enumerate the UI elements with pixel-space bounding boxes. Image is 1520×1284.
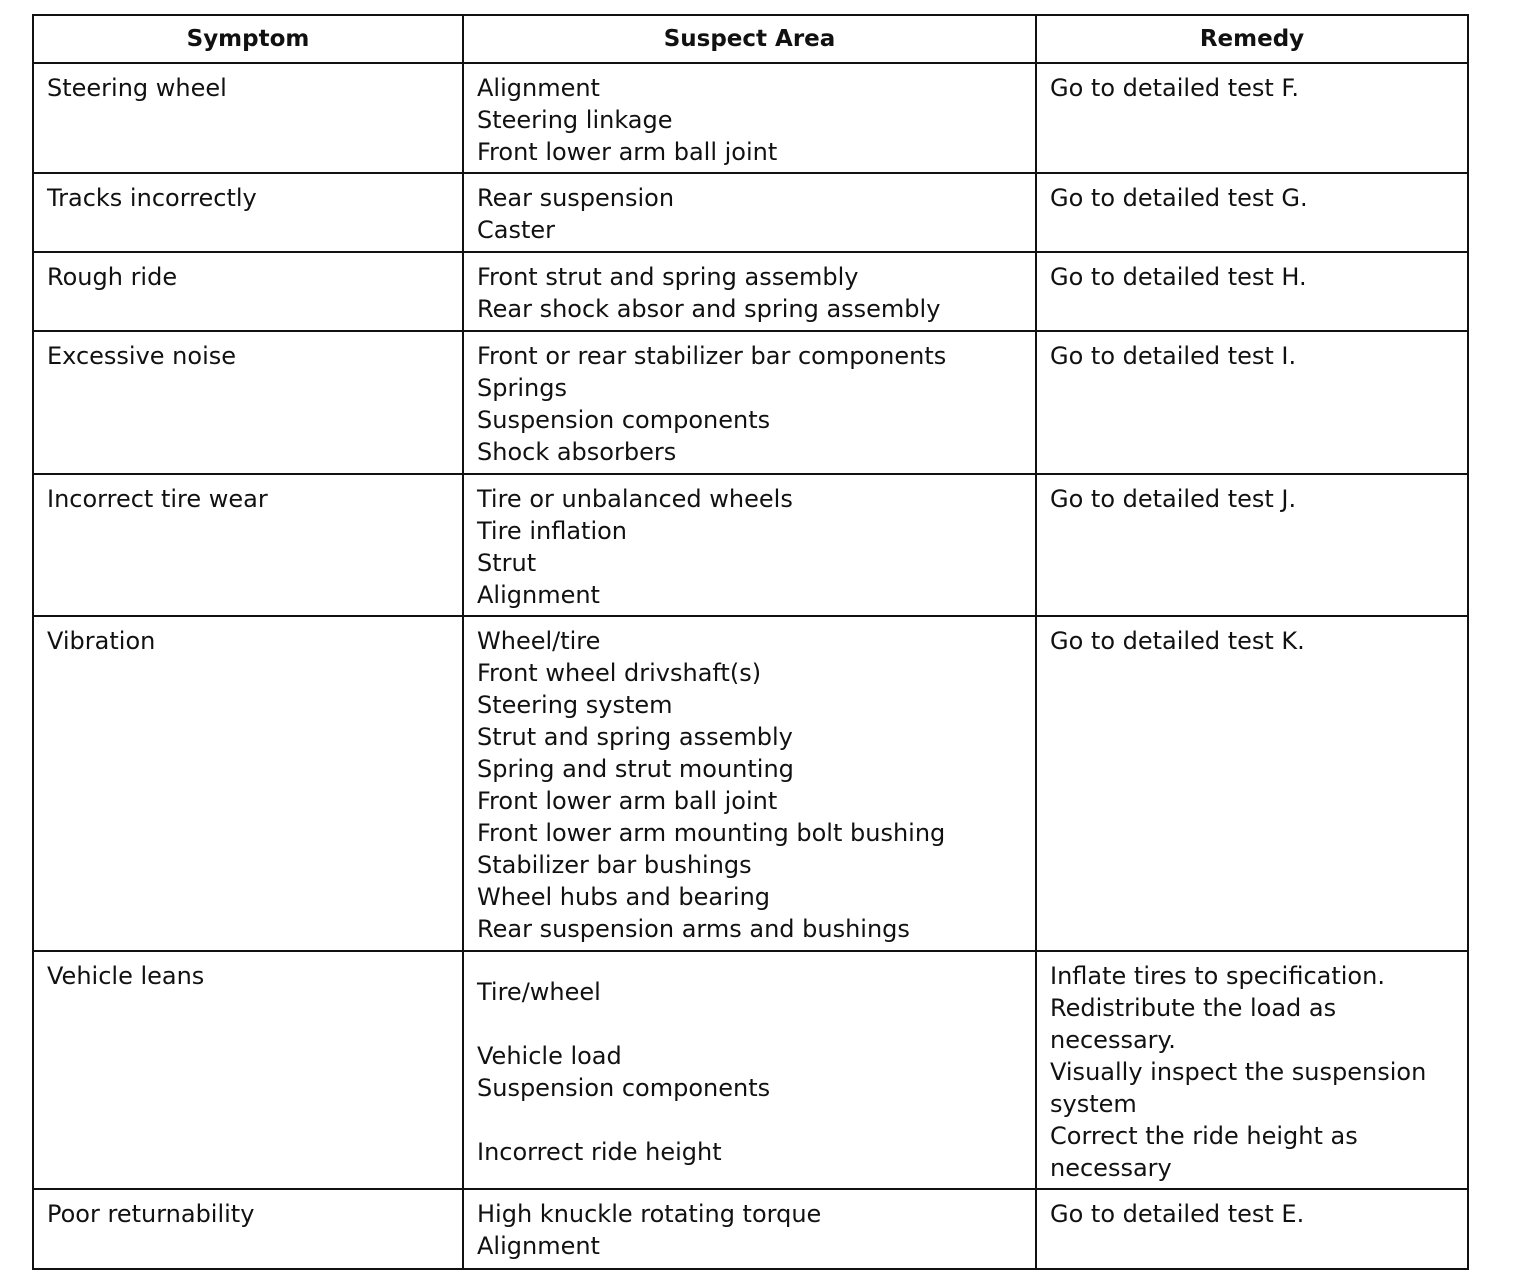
remedy-cell <box>1036 63 1468 173</box>
suspect-area-item: High knuckle rotating torque <box>477 1200 822 1228</box>
remedy-text: Go to detailed test J. <box>1050 485 1297 513</box>
suspect-area-item: Strut and spring assembly <box>477 723 793 751</box>
suspect-area-cell <box>463 331 1036 474</box>
suspect-area-cell <box>463 63 1036 173</box>
remedy-text: Go to detailed test I. <box>1050 342 1297 370</box>
suspect-area-item: Front strut and spring assembly <box>477 263 859 291</box>
remedy-text: necessary. <box>1050 1026 1176 1054</box>
remedy-cell <box>1036 1189 1468 1269</box>
suspect-area-cell <box>463 474 1036 616</box>
suspect-area-item: Steering linkage <box>477 106 673 134</box>
remedy-text: Go to detailed test E. <box>1050 1200 1305 1228</box>
symptom-text: Tracks incorrectly <box>47 184 257 212</box>
symptom-text: Vehicle leans <box>47 962 205 990</box>
header-suspect-area: Suspect Area <box>463 15 1036 63</box>
remedy-text: Go to detailed test H. <box>1050 263 1307 291</box>
table-row <box>33 331 1468 474</box>
header-symptom: Symptom <box>33 15 463 63</box>
symptom-text: Poor returnability <box>47 1200 255 1228</box>
suspect-area-item: Suspension components <box>477 1074 771 1102</box>
suspect-area-cell <box>463 252 1036 331</box>
suspect-area-item: Alignment <box>477 581 600 609</box>
suspect-area-item: Shock absorbers <box>477 438 677 466</box>
remedy-text: Go to detailed test G. <box>1050 184 1308 212</box>
suspect-area-item: Rear shock absor and spring assembly <box>477 295 941 323</box>
symptom-text: Vibration <box>47 627 156 655</box>
suspect-area-item: Spring and strut mounting <box>477 755 794 783</box>
suspect-area-item: Wheel/tire <box>477 627 601 655</box>
table-row <box>33 63 1468 173</box>
suspect-area-item: Springs <box>477 374 567 402</box>
suspect-area-item: Front or rear stabilizer bar components <box>477 342 947 370</box>
suspect-area-item: Alignment <box>477 1232 600 1260</box>
remedy-text: system <box>1050 1090 1137 1118</box>
remedy-text: Inflate tires to specification. <box>1050 962 1385 990</box>
suspect-area-item: Tire/wheel <box>477 978 601 1006</box>
remedy-cell <box>1036 474 1468 616</box>
suspect-area-cell <box>463 1189 1036 1269</box>
symptom-text: Excessive noise <box>47 342 237 370</box>
suspect-area-item: Rear suspension <box>477 184 675 212</box>
symptom-text: Steering wheel <box>47 74 227 102</box>
suspect-area-item: Rear suspension arms and bushings <box>477 915 910 943</box>
symptom-cell <box>33 63 463 173</box>
table-row <box>33 173 1468 252</box>
suspect-area-item: Tire or unbalanced wheels <box>477 485 793 513</box>
suspect-area-item: Wheel hubs and bearing <box>477 883 771 911</box>
suspect-area-cell <box>463 951 1036 1189</box>
suspect-area-item: Strut <box>477 549 537 577</box>
symptom-cell <box>33 474 463 616</box>
remedy-cell <box>1036 331 1468 474</box>
suspect-area-item: Incorrect ride height <box>477 1138 722 1166</box>
symptom-cell <box>33 173 463 252</box>
suspect-area-item: Caster <box>477 216 556 244</box>
symptom-text: Incorrect tire wear <box>47 485 268 513</box>
remedy-text: Go to detailed test F. <box>1050 74 1300 102</box>
remedy-cell <box>1036 951 1468 1189</box>
suspect-area-item: Stabilizer bar bushings <box>477 851 752 879</box>
table-row <box>33 474 1468 616</box>
symptom-cell <box>33 951 463 1189</box>
symptom-text: Rough ride <box>47 263 178 291</box>
symptom-cell <box>33 331 463 474</box>
table-row <box>33 951 1468 1189</box>
symptom-cell <box>33 616 463 951</box>
remedy-text: Correct the ride height as <box>1050 1122 1358 1150</box>
remedy-text: Visually inspect the suspension <box>1050 1058 1427 1086</box>
suspect-area-cell <box>463 616 1036 951</box>
diagnosis-table <box>32 14 1469 1270</box>
table-row <box>33 252 1468 331</box>
table-row <box>33 616 1468 951</box>
suspect-area-item: Front lower arm mounting bolt bushing <box>477 819 946 847</box>
suspect-area-item <box>477 1008 1023 1040</box>
table-row <box>33 1189 1468 1269</box>
header-row <box>33 15 1468 63</box>
suspect-area-item: Alignment <box>477 74 600 102</box>
remedy-text: Redistribute the load as <box>1050 994 1337 1022</box>
suspect-area-item <box>477 1104 1023 1136</box>
suspect-area-item: Vehicle load <box>477 1042 622 1070</box>
suspect-area-item: Suspension components <box>477 406 771 434</box>
header-remedy: Remedy <box>1036 15 1468 63</box>
remedy-text: Go to detailed test K. <box>1050 627 1305 655</box>
symptom-cell <box>33 1189 463 1269</box>
remedy-cell <box>1036 616 1468 951</box>
suspect-area-item: Steering system <box>477 691 673 719</box>
suspect-area-cell <box>463 173 1036 252</box>
suspect-area-item: Front wheel drivshaft(s) <box>477 659 762 687</box>
suspect-area-item: Front lower arm ball joint <box>477 138 778 166</box>
remedy-text: necessary <box>1050 1154 1172 1182</box>
suspect-area-item: Front lower arm ball joint <box>477 787 778 815</box>
symptom-cell <box>33 252 463 331</box>
remedy-cell <box>1036 252 1468 331</box>
suspect-area-item: Tire inflation <box>477 517 627 545</box>
remedy-cell <box>1036 173 1468 252</box>
